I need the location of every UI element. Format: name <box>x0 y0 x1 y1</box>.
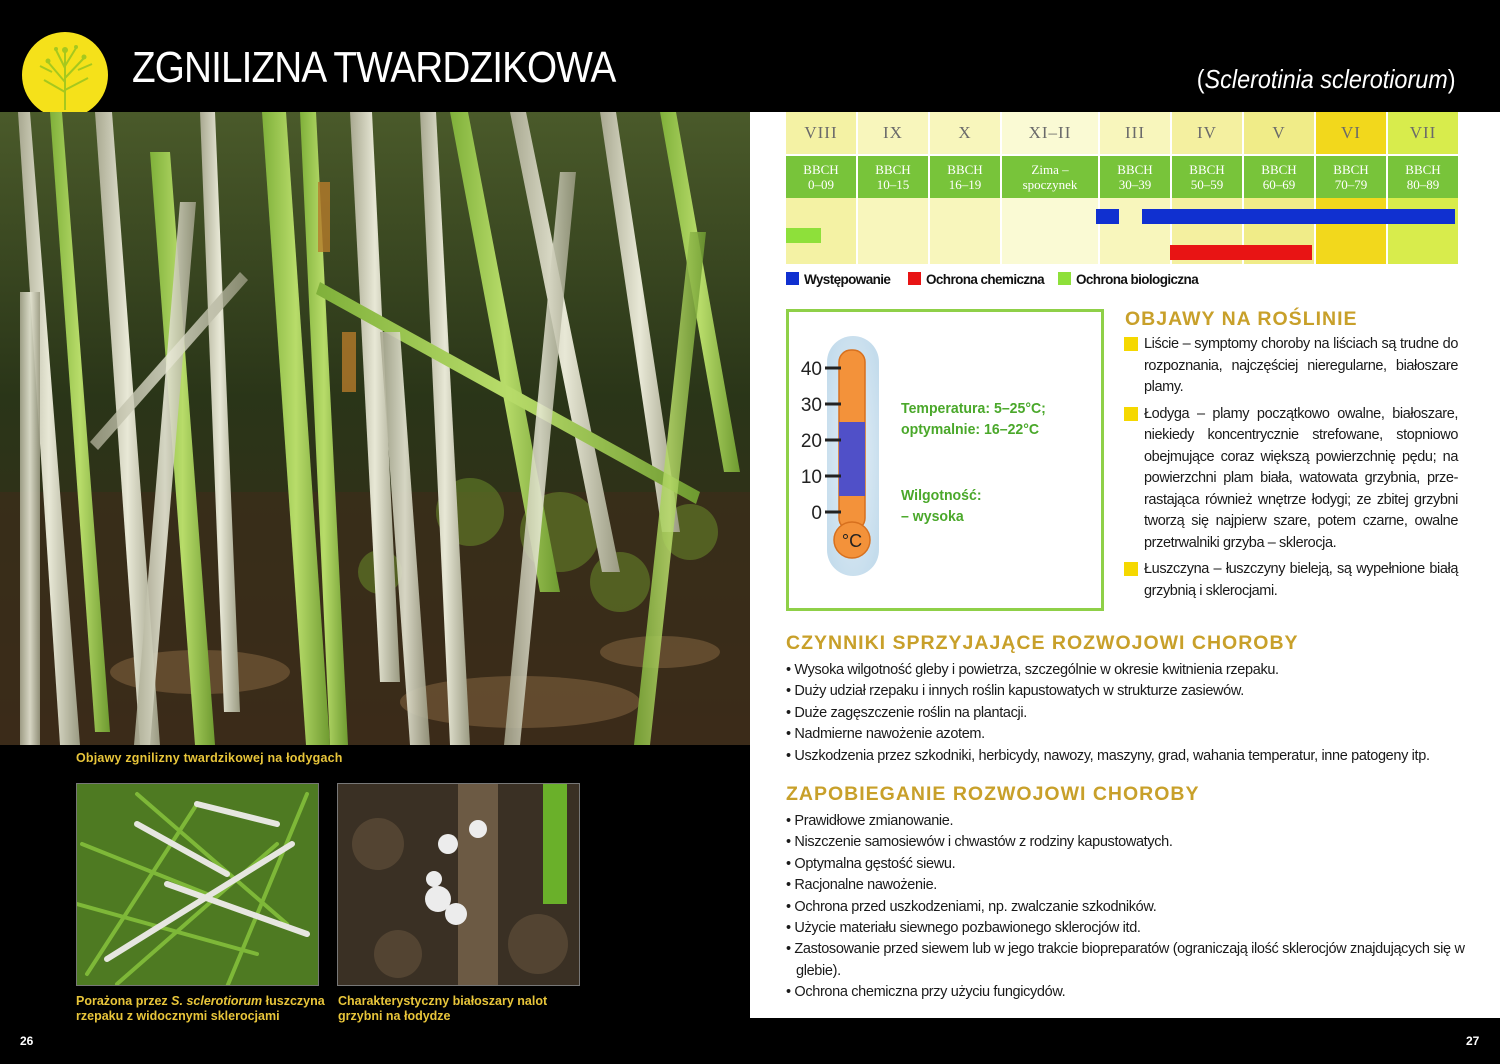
calendar-column <box>1388 112 1458 264</box>
calendar-month: IV <box>1172 112 1242 154</box>
calendar-month: X <box>930 112 1000 154</box>
list-item: • Ochrona przed uszkodzeniami, np. zwalczanie szkodników. <box>786 898 1157 915</box>
mycelium-caption: Charakterystyczny białoszary nalot grzybni na łodydze <box>338 994 548 1023</box>
silique-photo <box>76 783 319 986</box>
calendar-column <box>1002 112 1098 264</box>
calendar-bbch: BBCH 0–09 <box>786 156 856 198</box>
tick-label: 10 <box>800 467 822 488</box>
legend-biological: Ochrona biologiczna <box>1058 272 1198 287</box>
page-number-left: 26 <box>20 1034 34 1048</box>
prevention-list <box>786 811 1466 1004</box>
unit-label: °C <box>841 531 863 551</box>
calendar-column <box>1316 112 1386 264</box>
development-calendar <box>786 112 1456 264</box>
page-title: ZGNILIZNA TWARDZIKOWA <box>132 43 616 92</box>
humidity-info: Wilgotność: – wysoka <box>901 487 982 525</box>
calendar-bbch: BBCH 10–15 <box>858 156 928 198</box>
main-photo-caption: Objawy zgnilizny twardzikowej na łodygach <box>76 751 343 765</box>
calendar-column <box>1172 112 1242 264</box>
calendar-bbch: Zima – spoczynek <box>1002 156 1098 198</box>
calendar-bbch: BBCH 30–39 <box>1100 156 1170 198</box>
list-item: • Niszczenie samosiewów i chwastów z rodziny kapustowatych. <box>786 834 1173 851</box>
list-item: • Racjonalne nawożenie. <box>786 877 937 894</box>
page-number-right: 27 <box>1466 1034 1480 1048</box>
symptoms-heading: OBJAWY NA ROŚLINIE <box>1125 308 1358 330</box>
calendar-column <box>1244 112 1314 264</box>
temperature-info: Temperatura: 5–25°C; optymalnie: 16–22°C <box>901 400 1046 438</box>
factors-list <box>786 660 1466 767</box>
occurrence-bar <box>1096 209 1119 224</box>
latin-name: (Sclerotinia sclerotiorum) <box>1197 64 1456 94</box>
list-item: • Zastosowanie przed siewem lub w jego trakcie biopreparatów (ograniczają ilość sklerocjów znajdujących się w glebie). <box>786 941 1465 979</box>
biological-protection-bar <box>786 228 821 243</box>
occurrence-bar <box>1142 209 1455 224</box>
prevention-heading: ZAPOBIEGANIE ROZWOJOWI CHOROBY <box>786 783 1200 805</box>
thermometer-optimum <box>839 422 865 496</box>
mycelium-photo <box>337 783 580 986</box>
calendar-bbch: BBCH 16–19 <box>930 156 1000 198</box>
legend-occurrence: Występowanie <box>786 272 890 287</box>
list-item: • Duży udział rzepaku i innych roślin kapustowatych w strukturze zasiewów. <box>786 683 1244 700</box>
list-item: • Użycie materiału siewnego pozbawionego sklerocjów itd. <box>786 920 1141 937</box>
legend-chemical: Ochrona chemiczna <box>908 272 1044 287</box>
calendar-bbch: BBCH 80–89 <box>1388 156 1458 198</box>
calendar-month: XI–II <box>1002 112 1098 154</box>
symptom-item: Łodyga – plamy początkowo owalne, białoszare, niekiedy koncentrycznie strefowane, stopniowo obejmujące coraz większą powierzchnię pędu; na powierzchni plam biała, watowata grzybnia, prze-rastająca również wnętrze łodygi; ze zbitej grzybni tworzą się najpierw szare, potem czarne, owalne przetrwalniki grzyba – sklerocja. <box>1124 404 1458 555</box>
tick-label: 40 <box>800 359 822 380</box>
calendar-column <box>930 112 1000 264</box>
list-item: • Uszkodzenia przez szkodniki, herbicydy, nawozy, maszyny, grad, wahania temperatur, inne patogeny itp. <box>786 747 1430 764</box>
symptom-item: Łuszczyna – łuszczyny bieleją, są wypełnione białą grzybnią i sklerocjami. <box>1124 559 1458 602</box>
conditions-box <box>786 309 1104 611</box>
calendar-month: VI <box>1316 112 1386 154</box>
tick-label: 30 <box>800 395 822 416</box>
calendar-month: VIII <box>786 112 856 154</box>
list-item: • Duże zagęszczenie roślin na plantacji. <box>786 704 1027 721</box>
list-item: • Ochrona chemiczna przy użyciu fungicydów. <box>786 984 1066 1001</box>
factors-heading: CZYNNIKI SPRZYJAJĄCE ROZWOJOWI CHOROBY <box>786 632 1299 654</box>
calendar-month: III <box>1100 112 1170 154</box>
symptoms-list <box>1124 334 1458 607</box>
silique-caption: Porażona przez S. sclerotiorum łuszczyna rzepaku z widocznymi sklerocjami <box>76 994 325 1023</box>
stems-photo <box>0 112 750 745</box>
list-item: • Prawidłowe zmianowanie. <box>786 813 954 829</box>
page-header <box>0 0 1500 112</box>
chemical-protection-bar <box>1170 245 1312 260</box>
list-item: • Optymalna gęstość siewu. <box>786 855 956 872</box>
calendar-bbch: BBCH 60–69 <box>1244 156 1314 198</box>
calendar-month: IX <box>858 112 928 154</box>
calendar-column <box>1100 112 1170 264</box>
calendar-column <box>858 112 928 264</box>
right-panel <box>750 112 1500 1018</box>
calendar-month: VII <box>1388 112 1458 154</box>
symptom-item: Liście – symptomy choroby na liściach są trudne do rozpoznania, najczęściej nieregularne, białoszare plamy. <box>1124 334 1458 399</box>
calendar-bbch: BBCH 50–59 <box>1172 156 1242 198</box>
list-item: • Wysoka wilgotność gleby i powietrza, szczególnie w okresie kwitnienia rzepaku. <box>786 662 1279 678</box>
calendar-month: V <box>1244 112 1314 154</box>
tick-label: 20 <box>800 431 822 452</box>
calendar-bbch: BBCH 70–79 <box>1316 156 1386 198</box>
tick-label: 0 <box>811 503 822 524</box>
rapeseed-logo <box>22 32 108 118</box>
list-item: • Nadmierne nawożenie azotem. <box>786 726 985 743</box>
